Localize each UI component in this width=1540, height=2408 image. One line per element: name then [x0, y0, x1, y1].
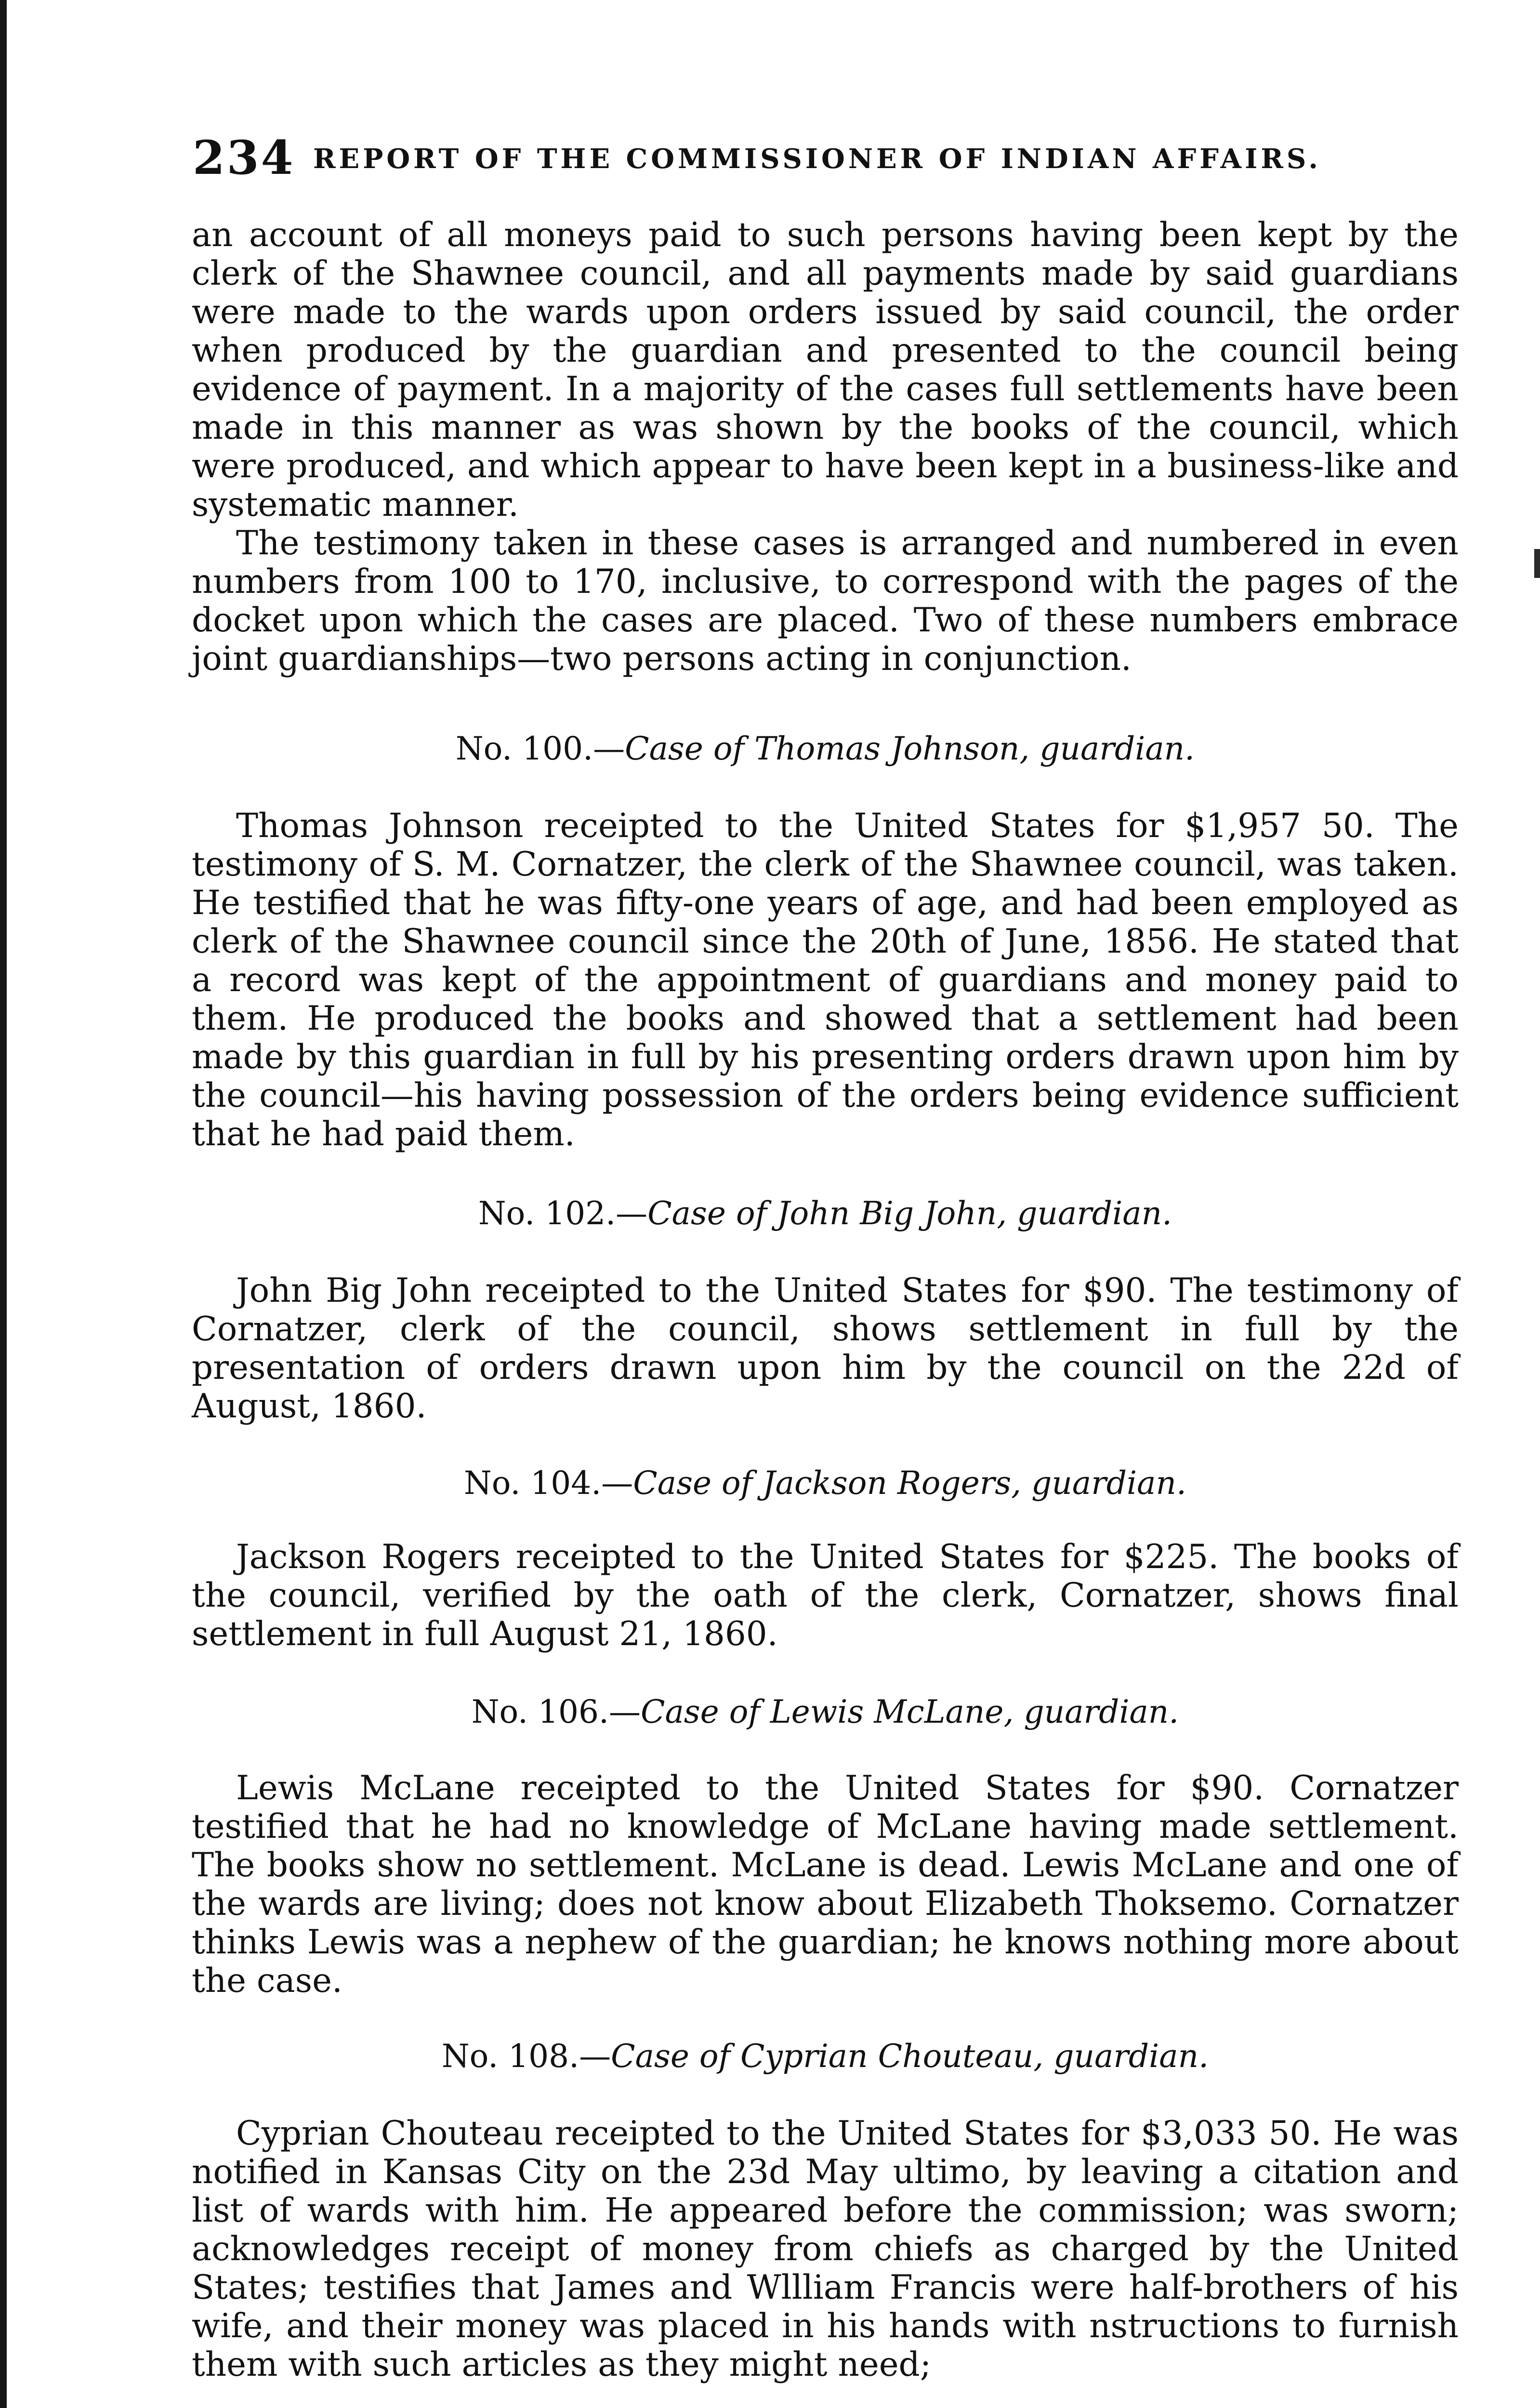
- case-paragraph: Cyprian Chouteau receipted to the United States for $3,033 50. He was notified in Kansas City on the 23d May ultimo, by leaving a citation and list of wards with him. He appeared before the commission; was sworn; acknowledges receipt of money from chiefs as charged by the United States; testifies that James and Wllliam Francis were half-brothers of his wife, and their money was placed in his hands with nstructions to furnish them with such articles as they might need;: [192, 2114, 1459, 2384]
- case-heading-104: [192, 1464, 1459, 1503]
- case-title: Case of Cyprian Chouteau, guardian.: [611, 2038, 1209, 2075]
- case-heading-106: [192, 1693, 1459, 1731]
- intro-paragraph-continued: an account of all moneys paid to such persons having been kept by the clerk of the Shawnee council, and all payments made by said guardians were made to the wards upon orders issued by said council, the order when produced by the guardian and presented to the council being evidence of payment. In a majority of the cases full settlements have been made in this manner as was shown by the books of the council, which were produced, and which appear to have been kept in a business-like and systematic manner.: [192, 216, 1459, 524]
- case-heading-100: [192, 730, 1459, 768]
- case-number: No. 108.—: [441, 2038, 611, 2075]
- running-head-title: REPORT OF THE COMMISSIONER OF INDIAN AFFAIRS.: [313, 143, 1321, 175]
- case-body-108: [192, 2114, 1459, 2384]
- case-body-100: [192, 807, 1459, 1153]
- case-body-106: [192, 1769, 1459, 2000]
- case-number: No. 104.—: [464, 1465, 633, 1502]
- case-paragraph: Thomas Johnson receipted to the United States for $1,957 50. The testimony of S. M. Cornatzer, the clerk of the Shawnee council, was taken. He testified that he was fifty-one years of age, and had been employed as clerk of the Shawnee council since the 20th of June, 1856. He stated that a record was kept of the appointment of guardians and money paid to them. He produced the books and showed that a settlement had been made by this guardian in full by his presenting orders drawn upon him by the council—his having possession of the orders being evidence sufficient that he had paid them.: [192, 807, 1459, 1153]
- case-paragraph: Lewis McLane receipted to the United States for $90. Cornatzer testified that he had no knowledge of McLane having made settlement. The books show no settlement. McLane is dead. Lewis McLane and one of the wards are living; does not know about Elizabeth Thoksemo. Cornatzer thinks Lewis was a nephew of the guardian; he knows nothing more about the case.: [192, 1769, 1459, 2000]
- intro-block: [192, 216, 1459, 678]
- running-head: [193, 129, 1358, 187]
- case-paragraph: Jackson Rogers receipted to the United States for $225. The books of the council, verified by the oath of the clerk, Cornatzer, shows final settlement in full August 21, 1860.: [192, 1538, 1459, 1653]
- scan-edge-mark: [1534, 549, 1540, 578]
- case-number: No. 100.—: [455, 730, 625, 767]
- case-body-104: [192, 1538, 1459, 1653]
- case-title: Case of Jackson Rogers, guardian.: [633, 1465, 1186, 1502]
- case-number: No. 106.—: [471, 1693, 641, 1730]
- case-title: Case of Lewis McLane, guardian.: [640, 1693, 1179, 1730]
- intro-paragraph-testimony: The testimony taken in these cases is arranged and numbered in even numbers from 100 to 170, inclusive, to correspond with the pages of the docket upon which the cases are placed. Two of these numbers embrace joint guardianships—two persons acting in conjunction.: [192, 524, 1459, 678]
- case-title: Case of Thomas Johnson, guardian.: [625, 730, 1195, 767]
- case-title: Case of John Big John, guardian.: [647, 1195, 1172, 1232]
- case-body-102: [192, 1271, 1459, 1426]
- case-paragraph: John Big John receipted to the United States for $90. The testimony of Cornatzer, clerk of the council, shows settlement in full by the presentation of orders drawn upon him by the council on the 22d of August, 1860.: [192, 1271, 1459, 1426]
- case-number: No. 102.—: [478, 1195, 648, 1232]
- case-heading-108: [192, 2037, 1459, 2076]
- page-number: 234: [193, 131, 295, 185]
- scan-edge-left: [0, 0, 7, 2408]
- case-heading-102: [192, 1194, 1459, 1233]
